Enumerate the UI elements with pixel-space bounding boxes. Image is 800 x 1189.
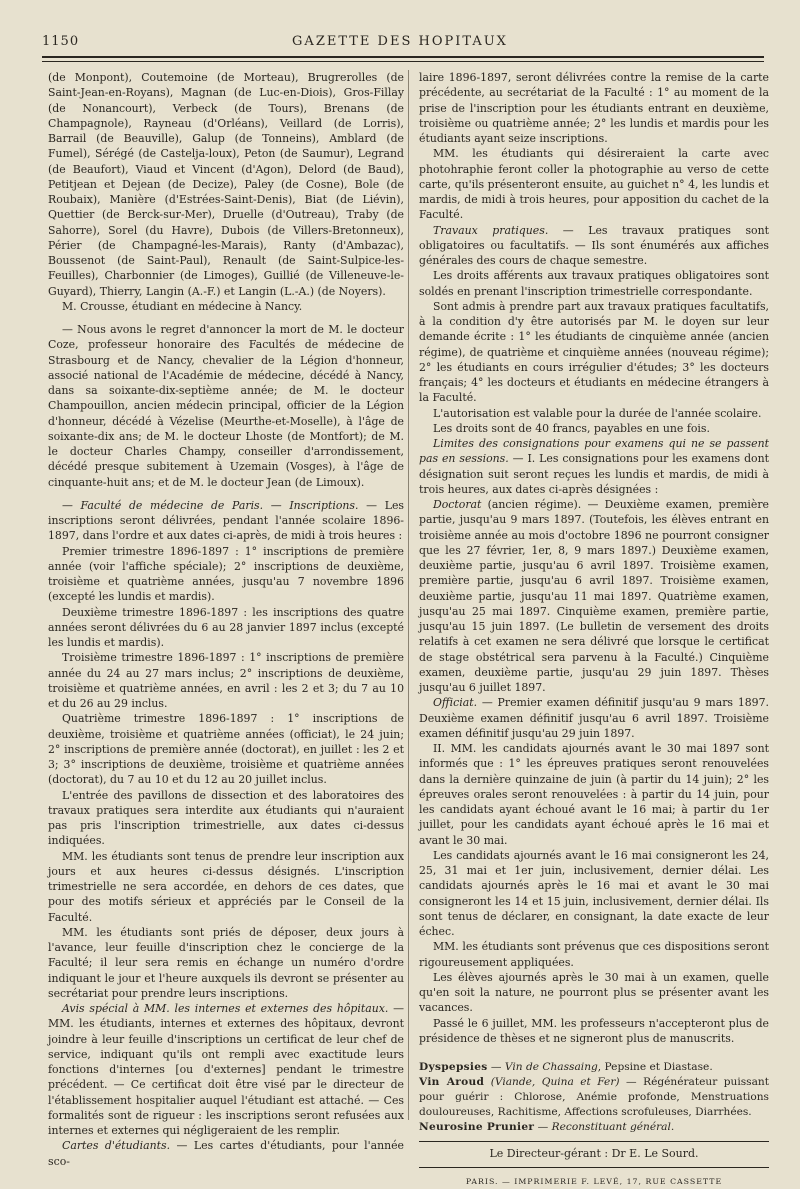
- left-column: [48, 70, 404, 1169]
- paragraph-text: — I. Les consignations pour les examens dont désignation suit seront reçues les lundis et mardis, de midi à trois heures, aux dates ci-après désignées :: [419, 452, 769, 496]
- advert-text: , Pepsine et Diastase.: [597, 1061, 713, 1073]
- paragraph: [419, 695, 769, 741]
- section-heading: Cartes d'étudiants.: [62, 1139, 171, 1153]
- paragraph: [419, 436, 769, 497]
- header-rule-thin: [42, 61, 764, 62]
- paragraph: Deuxième trimestre 1896-1897 : les inscriptions des quatre années seront délivrées du 6 au 28 janvier 1897 inclus (excepté les lundis et mardis).: [48, 605, 404, 649]
- advert-text: — Régénérateur puissant pour guérir : Chlorose, Anémie profonde, Menstruations douloureuses, Rachitisme, Affections scrofuleuses, Diarrhées.: [419, 1076, 770, 1118]
- paragraph: L'autorisation est valable pour la durée de l'année scolaire.: [433, 406, 762, 420]
- section-heading: Officiat.: [433, 696, 478, 710]
- section-heading: — Faculté de médecine de Paris. — Inscriptions.: [62, 498, 359, 512]
- paragraph: [419, 223, 769, 269]
- paragraph: MM. les étudiants sont prévenus que ces dispositions seront rigoureusement appliquées.: [419, 940, 769, 969]
- paragraph-text: — Nous avons le regret d'annoncer la mort de M. le docteur Coze, professeur honoraire des Facultés de médecine de Strasbourg et de Nancy, chevalier de la Légion d'honneur, associé national de l'Académie de médecine, décédé à Nancy, dans sa soixante-dix-septième année; de M. le docteur Champouillon, ancien médecin principal, officier de la Légion d'honneur, décédé à Vézelise (Meurthe-et-Moselle), à l'âge de soixante-dix ans; de M. le docteur Lhoste (de Montfort); de M. le docteur Charles Champy, conseiller d'arrondissement, décédé presque subitement à Uzemain (Vosges), à l'âge de cinquante-huit ans; et de M. le docteur Jean (de Limoux).: [48, 323, 404, 489]
- right-column: [419, 70, 769, 1189]
- printer-imprint: PARIS. — IMPRIMERIE F. LEVÉ, 17, RUE CASSETTE: [465, 1177, 723, 1186]
- advertisements: [419, 1060, 769, 1189]
- section-heading: Limites des consignations pour examens qui ne se passent pas en sessions.: [419, 437, 769, 466]
- advert-product: (Viande, Quina et Fer): [490, 1076, 620, 1088]
- section-heading: Travaux pratiques.: [433, 223, 549, 237]
- paragraph-text: — MM. les étudiants, internes et externes des hôpitaux, devront joindre à leur feuille d'inscriptions un certificat de leur chef de service, indiquant qu'ils ont rempli avec exactitude leurs fonctions d'internes [ou d'externes] pendant le trimestre précédent. — Ce certificat doit être visé par le directeur de l'établissement hospitalier auquel l'étudiant est attaché. — Ces formalités sont de rigueur : les inscriptions seront refusées aux internes et externes qui négligeraient de les remplir.: [48, 1002, 405, 1137]
- paragraph: laire 1896-1897, seront délivrées contre la remise de la carte précédente, au secrétariat de la Faculté : 1° au moment de la prise de l'inscription pour les étudiants entrant en deuxième, troisième ou quatrième année; 2° les lundis et mardis pour les étudiants ayant seize inscriptions.: [419, 71, 769, 145]
- paragraph: [48, 498, 404, 544]
- paragraph: [419, 497, 769, 695]
- paragraph-text: — Les travaux pratiques sont obligatoires ou facultatifs. — Ils sont énumérés aux affiches générales des cours de chaque semestre.: [419, 223, 769, 267]
- paragraph: Les candidats ajournés avant le 16 mai consigneront les 24, 25, 31 mai et 1er juin, inclusivement, dernier délai. Les candidats ajournés après le 16 mai et avant le 30 mai consigneront les 14 et 15 juin, inclusivement, dernier délai. Ils sont tenus de déclarer, en consignant, la date exacte de leur échec.: [419, 848, 769, 938]
- advert: Neurosine Prunier — Reconstituant général.: [419, 1121, 675, 1133]
- paragraph: M. Crousse, étudiant en médecine à Nancy.: [62, 299, 303, 313]
- advert-product: Vin de Chassaing: [504, 1061, 598, 1073]
- paragraph: [48, 322, 404, 490]
- paragraph: Les élèves ajournés après le 30 mai à un examen, quelle qu'en soit la nature, ne pourront plus se présenter avant les vacances.: [419, 970, 769, 1015]
- paragraph-text: — Les cartes d'étudiants, pour l'année sco-: [48, 1139, 405, 1168]
- running-title: GAZETTE DES HOPITAUX: [292, 34, 508, 49]
- paragraph: MM. les étudiants sont tenus de prendre leur inscription aux jours et aux heures ci-dessus désignés. L'inscription trimestrielle ne sera accordée, en dehors de ces dates, que pour des motifs sérieux et appréciés par le Conseil de la Faculté.: [48, 849, 404, 924]
- page-number: 1150: [42, 34, 80, 49]
- signature-rule: [419, 1141, 769, 1142]
- paragraph: (de Monpont), Coutemoine (de Morteau), Brugrerolles (de Saint-Jean-en-Royans), Magnan (de Luc-en-Diois), Gros-Fillay (de Nonancourt), Verbeck (de Tours), Brenans (de Champagnole), Rayneau (d'Orléans), Veillard (de Lorris), Barrail (de Beauville), Galup (de Tonneins), Amblard (de Fumel), Sérégé (de Castelja-loux), Peton (de Saumur), Legrand (de Beaufort), Viaud et Vincent (d'Agon), Delord (de Baud), Petitjean et Dejean (de Decize), Paley (de Cosne), Bole (de Roubaix), Manière (d'Estrées-Saint-Denis), Biat (de Liévin), Quettier (de Berck-sur-Mer), Druelle (d'Outreau), Traby (de Sahorre), Sorel (du Havre), Dubois (de Villers-Bretonneux), Périer (de Champagné-les-Marais), Ranty (d'Ambazac), Boussenot (de Saint-Paul), Renault (de Saint-Sulpice-les-Feuilles), Charbonnier (de Limoges), Guillié (de Villeneuve-le-Guyard), Thierry, Langin (A.-F.) et Langin (L.-A.) (de Noyers).: [48, 71, 404, 298]
- header-rule: [42, 56, 764, 58]
- signature-rule: [419, 1167, 769, 1168]
- advert-name: Vin Aroud: [419, 1076, 485, 1088]
- paragraph: Les droits afférents aux travaux pratiques obligatoires sont soldés en prenant l'inscription trimestrielle correspondante.: [419, 269, 769, 298]
- paragraph: Sont admis à prendre part aux travaux pratiques facultatifs, à la condition d'y être autorisés par M. le doyen sur leur demande écrite : 1° les étudiants de cinquième année (ancien régime), de quatrième et cinquième années (nouveau régime); 2° les étudiants en cours irrégulier d'études; 3° les docteurs français; 4° les docteurs et étudiants en médecine étrangers à la Faculté.: [419, 299, 769, 405]
- paragraph: II. MM. les candidats ajournés avant le 30 mai 1897 sont informés que : 1° les épreuves pratiques seront renouvelées dans la dernière quinzaine de juin (à partir du 14 juin); 2° les épreuves orales seront renouvelées : à partir du 14 juin, pour les candidats ayant échoué avant le 16 mai; à partir du 1er juillet, pour les candidats ayant échoué après le 16 mai et avant le 30 mai.: [419, 742, 769, 847]
- advert-product: Reconstituant général.: [551, 1121, 675, 1133]
- advert-name: Dyspepsies: [419, 1061, 488, 1073]
- advert-name: Neurosine Prunier: [419, 1121, 535, 1133]
- paragraph: Premier trimestre 1896-1897 : 1° inscriptions de première année (voir l'affiche spéciale); 2° inscriptions de deuxième, troisième et quatrième années, jusqu'au 7 novembre 1896 (excepté les lundis et mardis).: [48, 544, 404, 604]
- paragraph-text: — Les inscriptions seront délivrées, pendant l'année scolaire 1896-1897, dans l'ordre et aux dates ci-après, de midi à trois heures :: [48, 498, 404, 543]
- advert: [419, 1075, 769, 1120]
- advert: Dyspepsies — Vin de Chassaing, Pepsine et Diastase.: [419, 1061, 713, 1073]
- column-divider: [408, 70, 409, 1120]
- paragraph: [48, 1001, 404, 1138]
- section-heading: Doctorat: [433, 498, 482, 511]
- paragraph: Troisième trimestre 1896-1897 : 1° inscriptions de première année du 24 au 27 mars inclus; 2° inscriptions de deuxième, troisième et quatrième années, en avril : les 2 et 3; du 7 au 10 et du 26 au 29 inclus.: [48, 651, 404, 710]
- paragraph: MM. les étudiants qui désireraient la carte avec photohraphie feront coller la photographie au verso de cette carte, qu'ils présenteront ensuite, au guichet n° 4, les lundis et mardis, de midi à trois heures, pour apposition du cachet de la Faculté.: [419, 147, 769, 222]
- paragraph: L'entrée des pavillons de dissection et des laboratoires des travaux pratiques sera interdite aux étudiants qui n'auraient pas pris l'inscription trimestrielle, aux dates ci-dessus indiquées.: [48, 788, 404, 848]
- paragraph: MM. les étudiants sont priés de déposer, deux jours à l'avance, leur feuille d'inscription chez le concierge de la Faculté; il leur sera remis en échange un numéro d'ordre indiquant le jour et l'heure auxquels ils devront se présenter au secrétariat pour prendre leurs inscriptions.: [48, 925, 404, 1000]
- paragraph-text: — Premier examen définitif jusqu'au 9 mars 1897. Deuxième examen définitif jusqu'au 6 avril 1897. Troisième examen définitif jusqu'au 29 juin 1897.: [419, 696, 769, 740]
- paragraph: Passé le 6 juillet, MM. les professeurs n'accepteront plus de présidence de thèses et ne signeront plus de manuscrits.: [419, 1016, 769, 1045]
- section-heading: Avis spécial à MM. les internes et externes des hôpitaux.: [62, 1002, 389, 1015]
- paragraph: Les droits sont de 40 francs, payables en une fois.: [433, 421, 710, 435]
- paragraph: Quatrième trimestre 1896-1897 : 1° inscriptions de deuxième, troisième et quatrième années (officiat), le 24 juin; 2° inscriptions de première année (doctorat), en juillet : les 2 et 3; 3° inscriptions de deuxième, troisième et quatrième années (doctorat), du 7 au 10 et du 12 au 20 juillet inclus.: [48, 712, 404, 787]
- paragraph-text: (ancien régime). — Deuxième examen, première partie, jusqu'au 9 mars 1897. (Toutefois, les élèves entrant en troisième année au mois d'octobre 1896 ne pourront consigner que les 27 février, 1er, 8, 9 mars 1897.) Deuxième examen, deuxième partie, jusqu'au 6 avril 1897. Troisième examen, première partie, jusqu'au 6 avril 1897. Troisième examen, deuxième partie, jusqu'au 11 mai 1897. Quatrième examen, jusqu'au 25 mai 1897. Cinquième examen, première partie, jusqu'au 15 juin 1897. (Le bulletin de versement des droits relatifs à cet examen ne sera délivré que lorsque le certificat de stage obstétrical sera parvenu à la Faculté.) Cinquième examen, deuxième partie, jusqu'au 29 juin 1897. Thèses jusqu'au 6 juillet 1897.: [419, 498, 769, 694]
- signature-line: Le Directeur-gérant : Dr E. Le Sourd.: [489, 1147, 699, 1160]
